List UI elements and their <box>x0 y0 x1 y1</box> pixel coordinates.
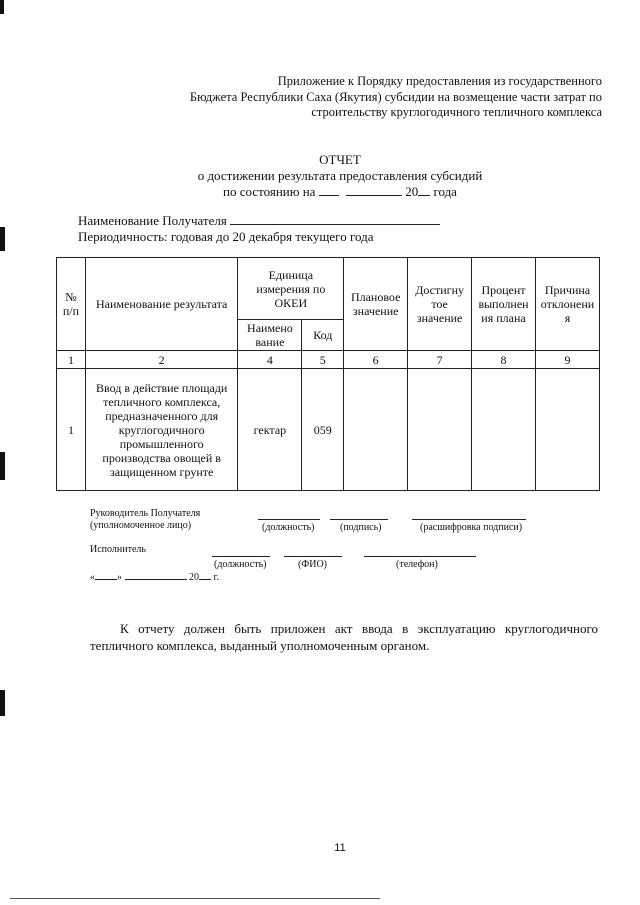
row-unit: гектар <box>238 369 302 491</box>
decoding-caption: (расшифровка подписи) <box>420 522 523 533</box>
header-unit-name: Наимено вание <box>238 320 302 351</box>
header-unit: Единица измерения по ОКЕИ <box>238 258 344 320</box>
header-line-1: Приложение к Порядку предоставления из государственного <box>277 74 602 88</box>
header-name: Наименование результата <box>85 258 238 351</box>
index-cell: 9 <box>535 351 599 369</box>
signature-line <box>330 519 388 520</box>
periodicity: Периодичность: годовая до 20 декабря текущего года <box>78 229 374 244</box>
report-title: ОТЧЕТ <box>319 152 361 167</box>
header-line-2: Бюджета Республики Саха (Якутия) субсидии на возмещение части затрат по <box>189 89 602 104</box>
results-table <box>56 257 600 491</box>
date-year-blank <box>418 184 430 196</box>
date-line <box>90 570 219 584</box>
decoding-line <box>412 519 526 520</box>
header-achieved: Достигну тое значение <box>408 258 472 351</box>
sign-month-blank <box>125 570 187 580</box>
date-month-blank <box>346 184 402 196</box>
date-day-blank <box>319 184 339 196</box>
ex-position-line <box>212 556 270 557</box>
recipient-line <box>78 213 440 229</box>
row-plan <box>344 369 408 491</box>
scan-mark <box>0 452 5 480</box>
date-open-quote: « <box>90 572 95 583</box>
header-percent: Процент выполнен ия плана <box>472 258 536 351</box>
table-row <box>57 369 600 491</box>
recipient-label: Наименование Получателя <box>78 213 227 228</box>
sign-year: 20 <box>189 572 199 583</box>
row-achieved <box>408 369 472 491</box>
signature-caption: (подпись) <box>340 522 382 533</box>
index-cell: 8 <box>472 351 536 369</box>
executor-label: Исполнитель <box>90 544 146 555</box>
sign-year-suffix: г. <box>213 572 219 583</box>
row-percent <box>472 369 536 491</box>
sign-day-blank <box>95 570 117 580</box>
report-date-line <box>0 184 640 200</box>
footer-rule <box>10 898 380 899</box>
index-cell: 6 <box>344 351 408 369</box>
index-cell: 1 <box>57 351 86 369</box>
page-number: 11 <box>334 842 346 854</box>
report-subtitle: о достижении результата предоставления субсидий <box>197 168 483 183</box>
header-reason: Причина отклонени я <box>535 258 599 351</box>
index-cell: 7 <box>408 351 472 369</box>
row-name: Ввод в действие площади тепличного комплекса, предназначенного для круглогодичного промышленного производства овощей в защищенном грунте <box>85 369 238 491</box>
scan-mark <box>0 0 4 14</box>
index-cell: 2 <box>85 351 238 369</box>
ex-phone-line <box>364 556 476 557</box>
row-num: 1 <box>57 369 86 491</box>
date-prefix: по состоянию на <box>223 184 316 199</box>
recipient-blank <box>230 213 440 225</box>
ex-fio-caption: (ФИО) <box>298 559 328 570</box>
row-code: 059 <box>302 369 344 491</box>
header-unit-code: Код <box>302 320 344 351</box>
date-year: 20 <box>405 184 419 199</box>
header-num: № п/п <box>57 258 86 351</box>
ex-position-caption: (должность) <box>214 559 267 570</box>
head-label-1: Руководитель Получателя <box>90 508 201 519</box>
index-cell: 4 <box>238 351 302 369</box>
attachment-note: К отчету должен быть приложен акт ввода в эксплуатацию круглогодичного тепличного комплекса, выданный уполномоченным органом. <box>90 621 598 653</box>
ex-fio-line <box>284 556 342 557</box>
appendix-header <box>142 74 602 121</box>
header-line-3: строительству круглогодичного тепличного комплекса <box>311 105 602 119</box>
date-close-quote: » <box>117 572 122 583</box>
scan-mark <box>0 227 5 251</box>
index-row <box>57 351 600 369</box>
date-suffix: года <box>433 184 457 199</box>
row-reason <box>535 369 599 491</box>
sign-year-blank <box>199 570 211 580</box>
scan-mark <box>0 690 5 716</box>
position-line <box>258 519 320 520</box>
header-plan: Плановое значение <box>344 258 408 351</box>
index-cell: 5 <box>302 351 344 369</box>
ex-phone-caption: (телефон) <box>396 559 438 570</box>
position-caption: (должность) <box>262 522 315 533</box>
head-label-2: (уполномоченное лицо) <box>90 520 192 531</box>
